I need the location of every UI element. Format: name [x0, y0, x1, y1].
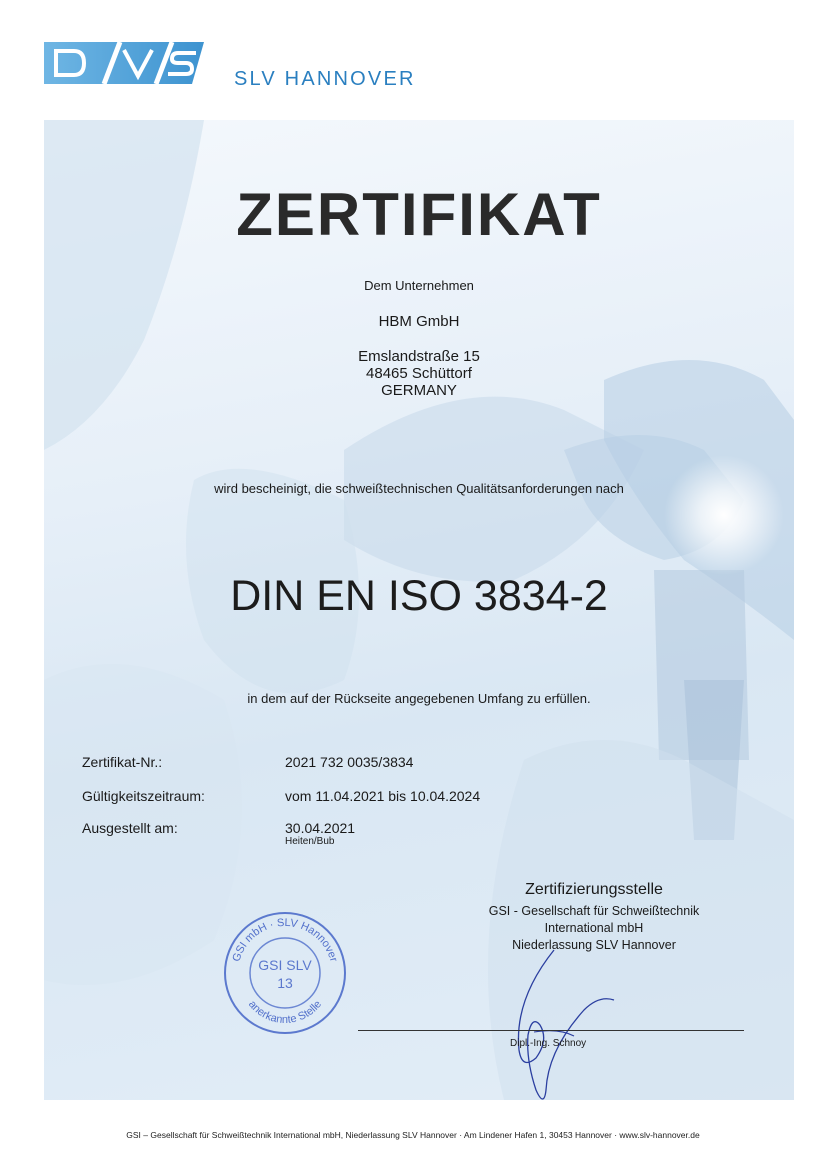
stamp-top-text: GSI mbH · SLV Hannover — [230, 916, 340, 964]
certificate-title: ZERTIFIKAT — [236, 181, 602, 248]
dvs-slv-logo — [44, 42, 416, 92]
certification-body-heading: Zertifizierungsstelle — [525, 881, 663, 898]
certificate-panel — [44, 120, 794, 1100]
stamp-number: 13 — [277, 975, 293, 991]
certification-body-line3: Niederlassung SLV Hannover — [512, 938, 676, 952]
certification-body-line1: GSI - Gesellschaft für Schweißtechnik — [488, 904, 700, 918]
cert-no-value: 2021 732 0035/3834 — [285, 754, 414, 770]
signature-line — [358, 1030, 744, 1031]
address-city: 48465 Schüttorf — [366, 365, 472, 382]
scope-text: in dem auf der Rückseite angegebenen Umfang zu erfüllen. — [247, 691, 591, 706]
signatory-name: Dipl.-Ing. Schnoy — [510, 1038, 587, 1049]
issued-label: Ausgestellt am: — [82, 820, 178, 836]
official-stamp — [220, 908, 350, 1038]
stamp-bottom-text: anerkannte Stelle — [245, 998, 325, 1027]
signature-scribble — [474, 940, 624, 1100]
validity-label: Gültigkeitszeitraum: — [82, 788, 205, 804]
stamp-center-text: GSI SLV — [258, 957, 312, 973]
certification-body-line2: International mbH — [544, 921, 644, 935]
statement-text: wird bescheinigt, die schweißtechnischen Qualitätsanforderungen nach — [214, 481, 624, 496]
standard-name: DIN EN ISO 3834-2 — [230, 572, 608, 620]
svg-text:anerkannte Stelle — [246, 998, 324, 1026]
issued-value: 30.04.2021 — [285, 820, 356, 836]
company-name: HBM GmbH — [378, 313, 460, 330]
validity-value: vom 11.04.2021 bis 10.04.2024 — [285, 788, 481, 804]
address-country: GERMANY — [381, 382, 457, 399]
dvs-logo-mark — [44, 42, 204, 84]
logo-org-name: SLV HANNOVER — [234, 68, 416, 90]
footer-text: GSI – Gesellschaft für Schweißtechnik International mbH, Niederlassung SLV Hannover · Am Lindener Hafen 1, 30453 Hannover · www.slv-hannover.de — [126, 1130, 700, 1140]
cert-no-label: Zertifikat-Nr.: — [82, 754, 163, 770]
intro-text: Dem Unternehmen — [364, 278, 474, 293]
address-street: Emslandstraße 15 — [358, 348, 480, 365]
issued-by: Heiten/Bub — [285, 836, 335, 847]
